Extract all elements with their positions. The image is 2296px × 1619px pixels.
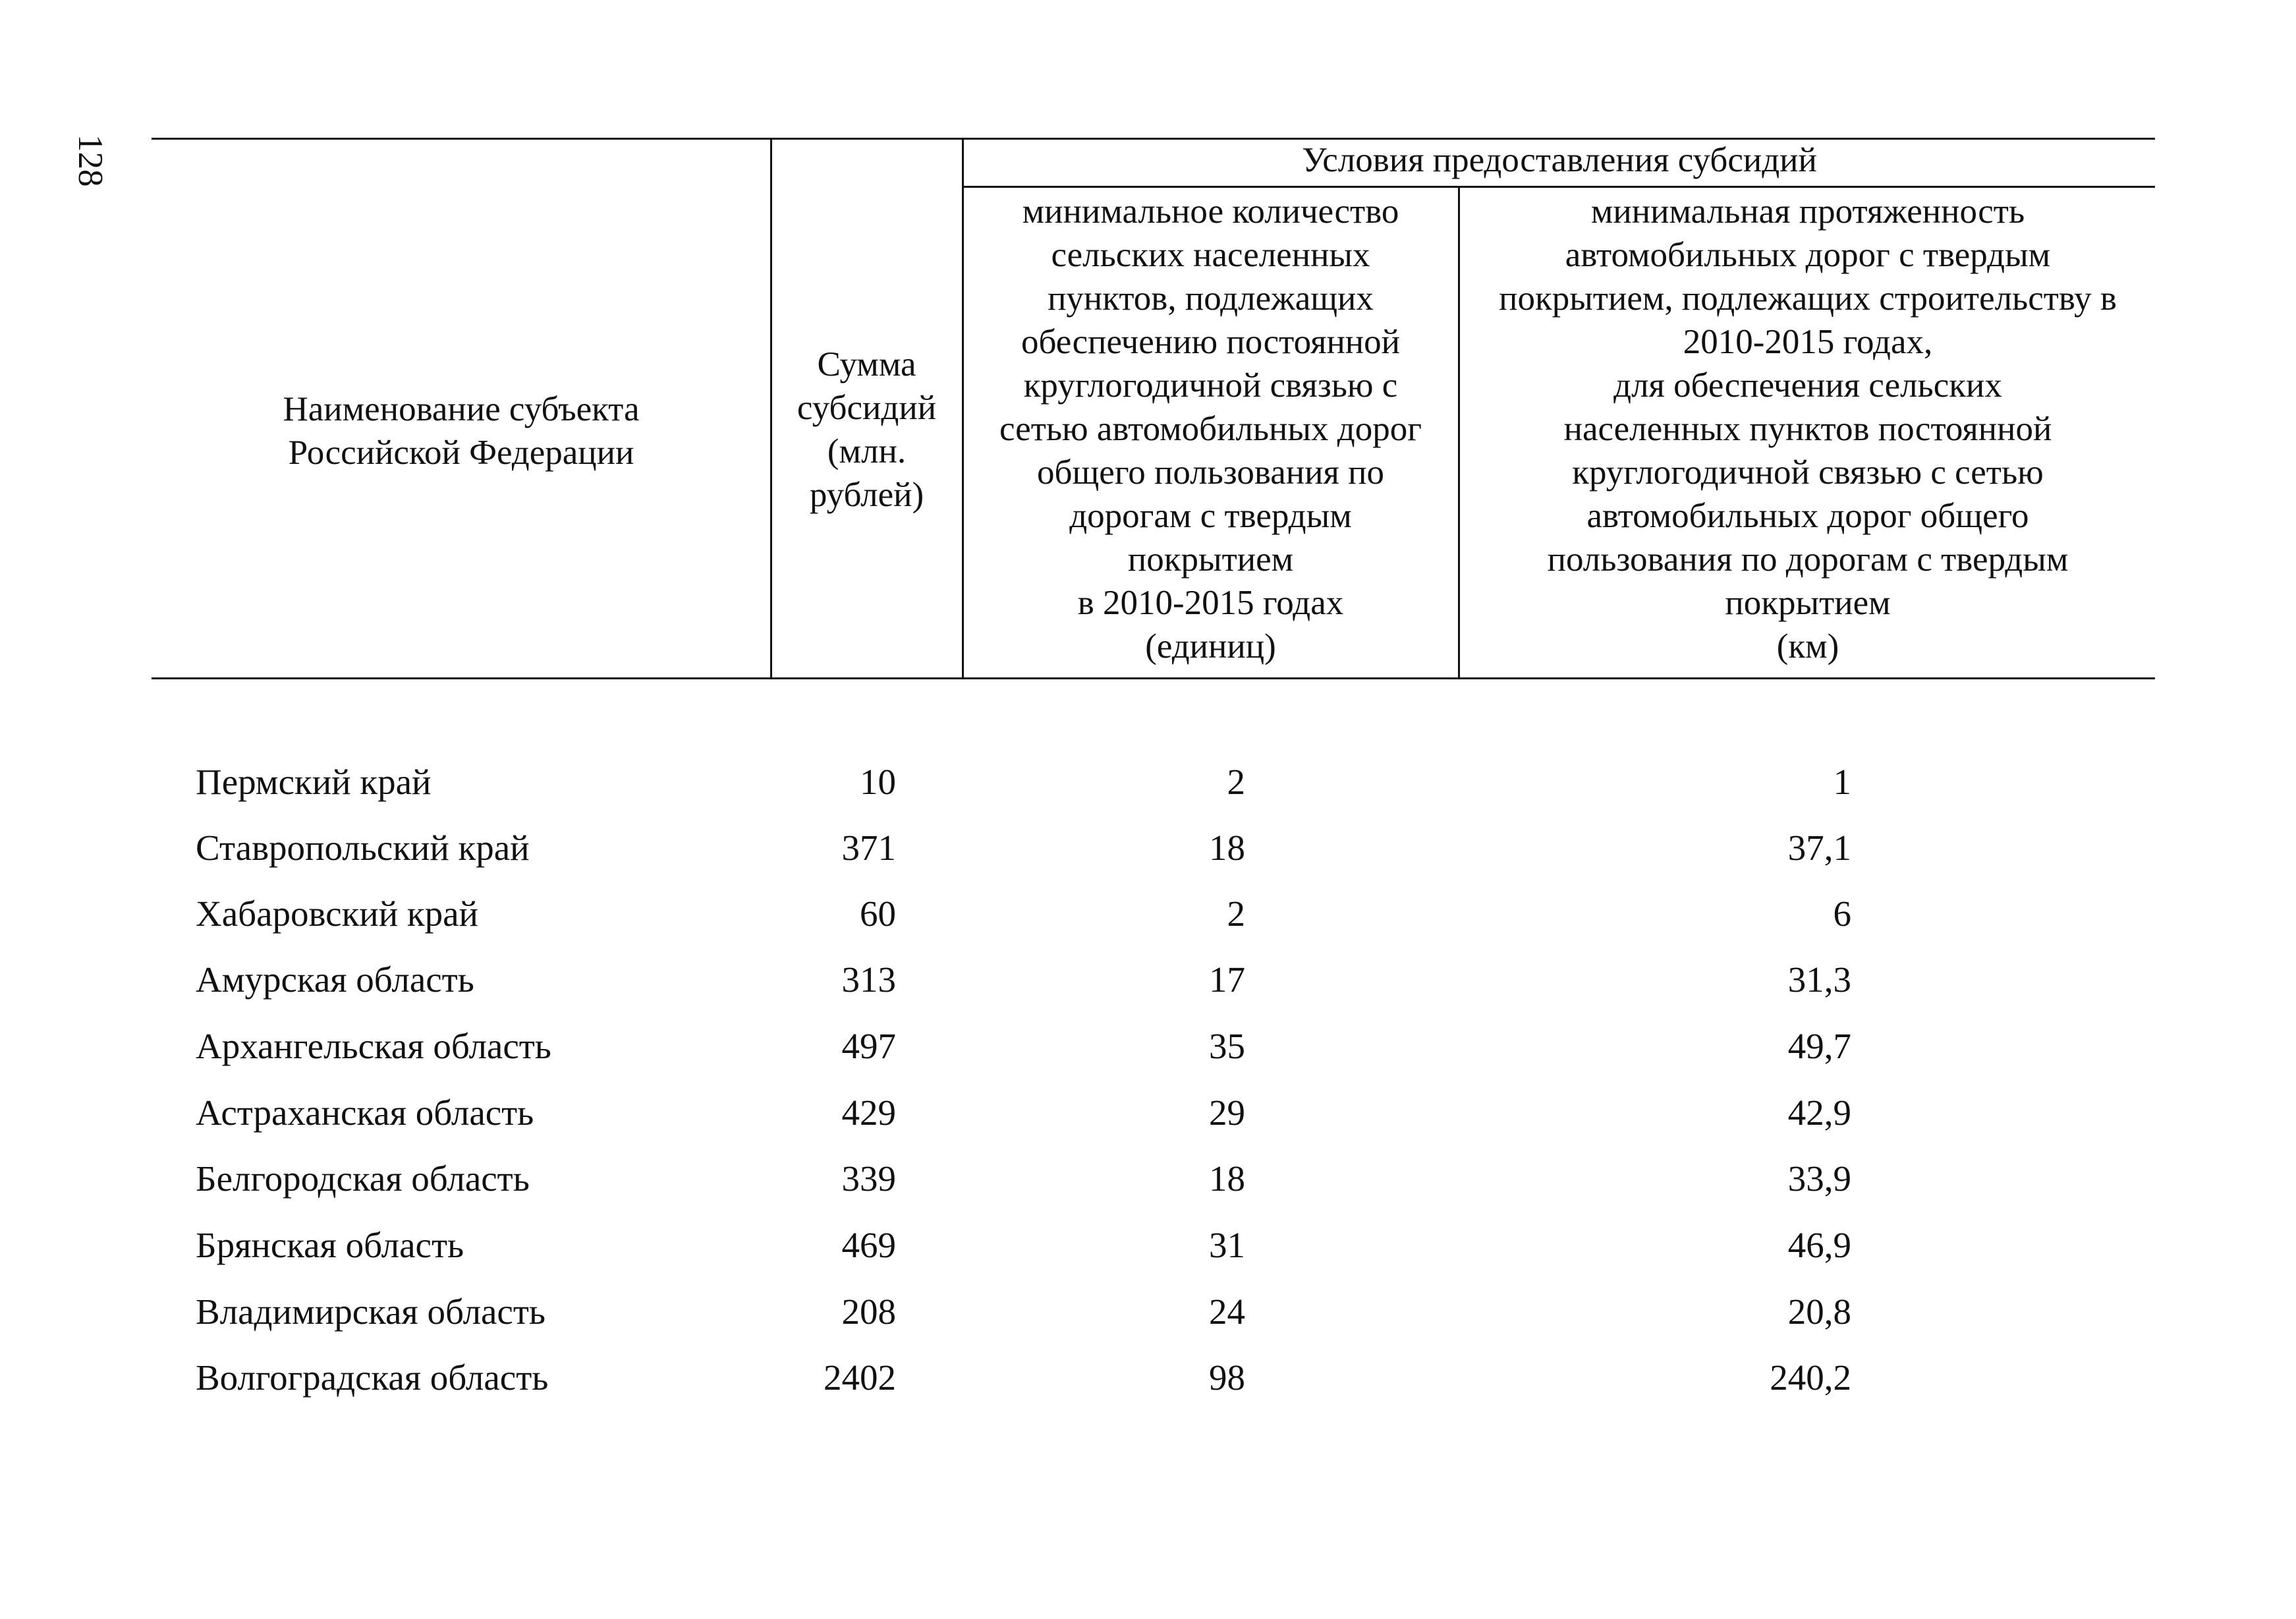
cell-sum: 371 xyxy=(841,828,896,868)
cell-length: 33,9 xyxy=(1787,1158,1851,1199)
cell-region: Брянская область xyxy=(196,1225,464,1265)
cell-length: 6 xyxy=(1833,894,1851,934)
cell-count: 17 xyxy=(1209,959,1245,1000)
header-conditions: Условия предоставления субсидий xyxy=(1302,141,1817,179)
table-row xyxy=(0,759,2296,805)
cell-count: 98 xyxy=(1209,1357,1245,1398)
cell-count: 24 xyxy=(1209,1292,1245,1332)
cell-count: 18 xyxy=(1209,828,1245,868)
cell-count: 2 xyxy=(1227,894,1245,934)
header-min-length: минимальная протяженность автомобильных дорог с твердым покрытием, подлежащих строительству в 2010-2015 годах, для обеспечения сельских населенных пунктов постоянной круглогодичной связью с сетью автомобильных дорог общего пользования по дорогам с твердым покрытием (км) xyxy=(1499,192,2117,666)
column-divider-conditions xyxy=(1458,186,1460,679)
table-row xyxy=(0,1090,2296,1136)
cell-region: Пермский край xyxy=(196,762,432,802)
table-row xyxy=(0,825,2296,871)
table-row xyxy=(0,1289,2296,1335)
cell-sum: 429 xyxy=(841,1093,896,1133)
cell-sum: 339 xyxy=(841,1158,896,1199)
table-row xyxy=(0,957,2296,1003)
header-min-count: минимальное количество сельских населенных пунктов, подлежащих обеспечению постоянной круглогодичной связью с сетью автомобильных дорог общего пользования по дорогам с твердым покрытием в 2010-2015 годах (единиц) xyxy=(999,192,1422,666)
column-divider-sum xyxy=(962,138,964,679)
page-number: 128 xyxy=(71,134,109,187)
cell-sum: 10 xyxy=(860,762,896,802)
table-header-bottom-rule xyxy=(152,677,2155,679)
header-name: Наименование субъекта Российской Федерации xyxy=(283,390,640,472)
conditions-rule xyxy=(963,186,2155,188)
cell-count: 29 xyxy=(1209,1093,1245,1133)
cell-sum: 313 xyxy=(841,959,896,1000)
cell-length: 31,3 xyxy=(1787,959,1851,1000)
cell-region: Хабаровский край xyxy=(196,894,478,934)
cell-region: Астраханская область xyxy=(196,1093,534,1133)
cell-sum: 60 xyxy=(860,894,896,934)
cell-length: 49,7 xyxy=(1787,1026,1851,1066)
table-row xyxy=(0,1222,2296,1268)
cell-count: 2 xyxy=(1227,762,1245,802)
cell-length: 37,1 xyxy=(1787,828,1851,868)
cell-length: 42,9 xyxy=(1787,1093,1851,1133)
cell-sum: 2402 xyxy=(824,1357,896,1398)
table-row xyxy=(0,891,2296,937)
cell-region: Архангельская область xyxy=(196,1026,551,1066)
cell-count: 31 xyxy=(1209,1225,1245,1265)
table-row xyxy=(0,1023,2296,1069)
cell-sum: 497 xyxy=(841,1026,896,1066)
cell-region: Амурская область xyxy=(196,959,474,1000)
cell-region: Ставропольский край xyxy=(196,828,530,868)
cell-sum: 208 xyxy=(841,1292,896,1332)
cell-count: 35 xyxy=(1209,1026,1245,1066)
table-row xyxy=(0,1156,2296,1202)
cell-length: 20,8 xyxy=(1787,1292,1851,1332)
cell-length: 1 xyxy=(1833,762,1851,802)
cell-length: 240,2 xyxy=(1770,1357,1851,1398)
cell-region: Владимирская область xyxy=(196,1292,546,1332)
cell-length: 46,9 xyxy=(1787,1225,1851,1265)
cell-count: 18 xyxy=(1209,1158,1245,1199)
header-sum: Сумма субсидий (млн. рублей) xyxy=(797,345,937,514)
cell-sum: 469 xyxy=(841,1225,896,1265)
cell-region: Белгородская область xyxy=(196,1158,530,1199)
table-row xyxy=(0,1355,2296,1401)
cell-region: Волгоградская область xyxy=(196,1357,549,1398)
